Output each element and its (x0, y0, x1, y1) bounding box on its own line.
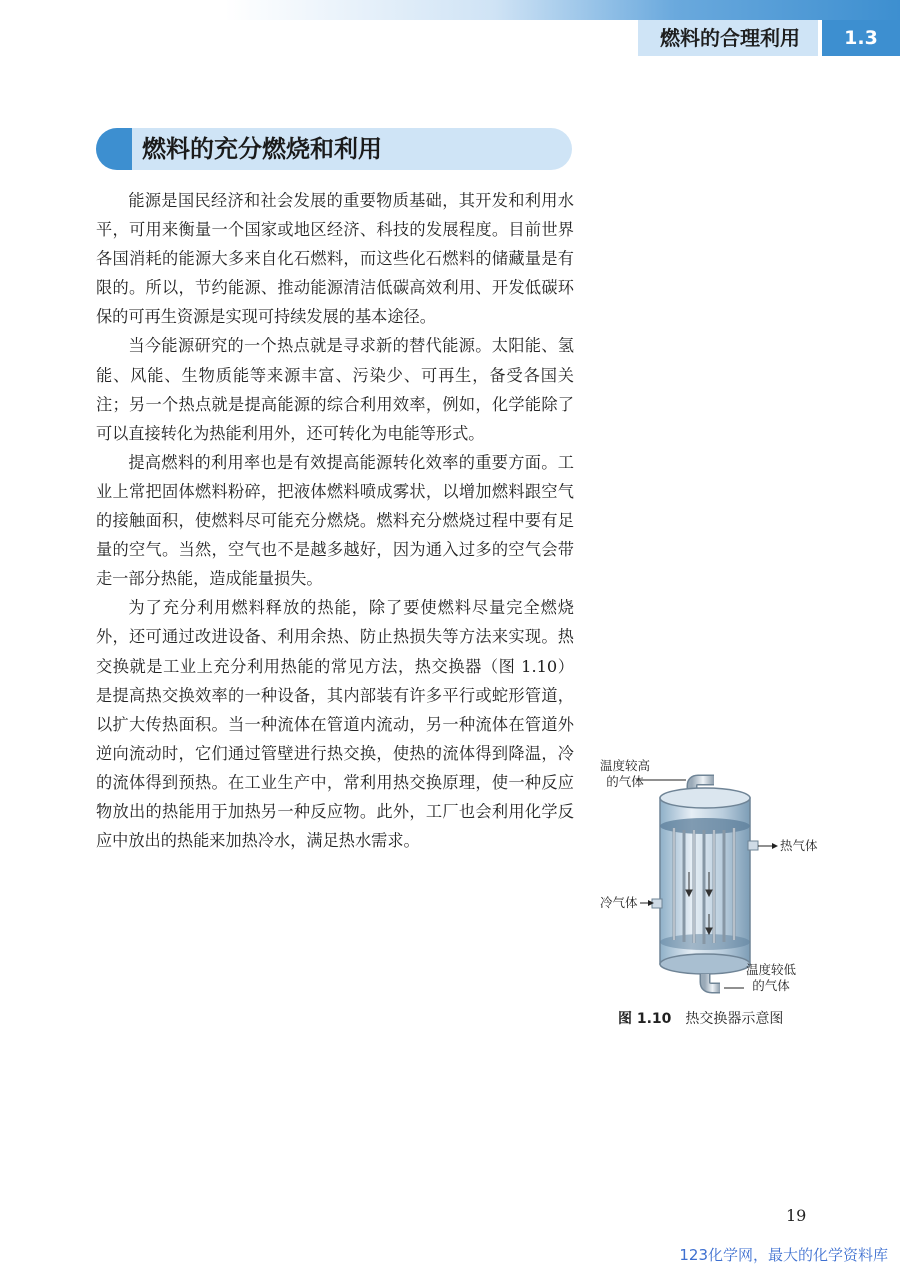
hot-gas-outlet-label: 热气体 (780, 838, 818, 853)
top-gradient-band (0, 0, 900, 20)
paragraph: 提高燃料的利用率也是有效提高能源转化效率的重要方面。工业上常把固体燃料粉碎，把液体燃料喷成雾状，以增加燃料跟空气的接触面积，使燃料尽可能充分燃烧。燃料充分燃烧过程中要有足量的空气。当然，空气也不是越多越好，因为通入过多的空气会带走一部分热能，造成能量损失。 (96, 452, 574, 589)
caption-number: 图 1.10 (618, 1011, 672, 1027)
watermark: 123化学网，最大的化学资料库 (679, 1246, 888, 1264)
hot-gas-inlet-label (600, 758, 650, 790)
section-number: 1.3 (822, 20, 900, 56)
label-line: 的气体 (606, 774, 644, 789)
label-line: 的气体 (752, 978, 790, 993)
cool-gas-outlet-label (746, 962, 796, 994)
paragraph: 当今能源研究的一个热点就是寻求新的替代能源。太阳能、氢能、风能、生物质能等来源丰富、污染少、可再生，备受各国关注；另一个热点就是提高能源的综合利用效率，例如，化学能除了可以直接转化为热能利用外，还可转化为电能等形式。 (96, 336, 574, 443)
paragraph: 能源是国民经济和社会发展的重要物质基础，其开发和利用水平，可用来衡量一个国家或地区经济、科技的发展程度。目前世界各国消耗的能源大多来自化石燃料，而这些化石燃料的储藏量是有限的。所以，节约能源、推动能源清洁低碳高效利用、开发低碳环保的可再生资源是实现可持续发展的基本途径。 (96, 191, 574, 327)
page-number: 19 (786, 1206, 807, 1225)
body-text (96, 186, 574, 855)
cold-gas-inlet-label: 冷气体 (600, 895, 638, 910)
section-title: 燃料的充分燃烧和利用 (142, 135, 382, 163)
running-header (638, 20, 900, 56)
caption-text: 热交换器示意图 (685, 1011, 784, 1027)
section-heading (96, 128, 572, 170)
paragraph: 为了充分利用燃料释放的热能，除了要使燃料尽量完全燃烧外，还可通过改进设备、利用余热、防止热损失等方法来实现。热交换就是工业上充分利用热能的常见方法，热交换器（图 1.10）是提高热交换效率的一种设备，其内部装有许多平行或蛇形管道，以扩大传热面积。当一种流体在管道内流动，另一种流体在管道外逆向流动时，它们通过管壁进行热交换，使热的流体得到降温，冷的流体得到预热。在工业生产中，常利用热交换原理，使一种反应物放出的热能用于加热另一种反应物。此外，工厂也会利用化学反应中放出的热能来加热冷水，满足热水需求。 (96, 598, 574, 851)
chapter-title: 燃料的合理利用 (638, 20, 818, 56)
label-line: 温度较低 (746, 962, 797, 977)
heading-accent (96, 128, 132, 170)
label-line: 温度较高 (600, 758, 651, 773)
heat-exchanger-figure (596, 752, 826, 1042)
figure-caption (618, 1008, 783, 1028)
